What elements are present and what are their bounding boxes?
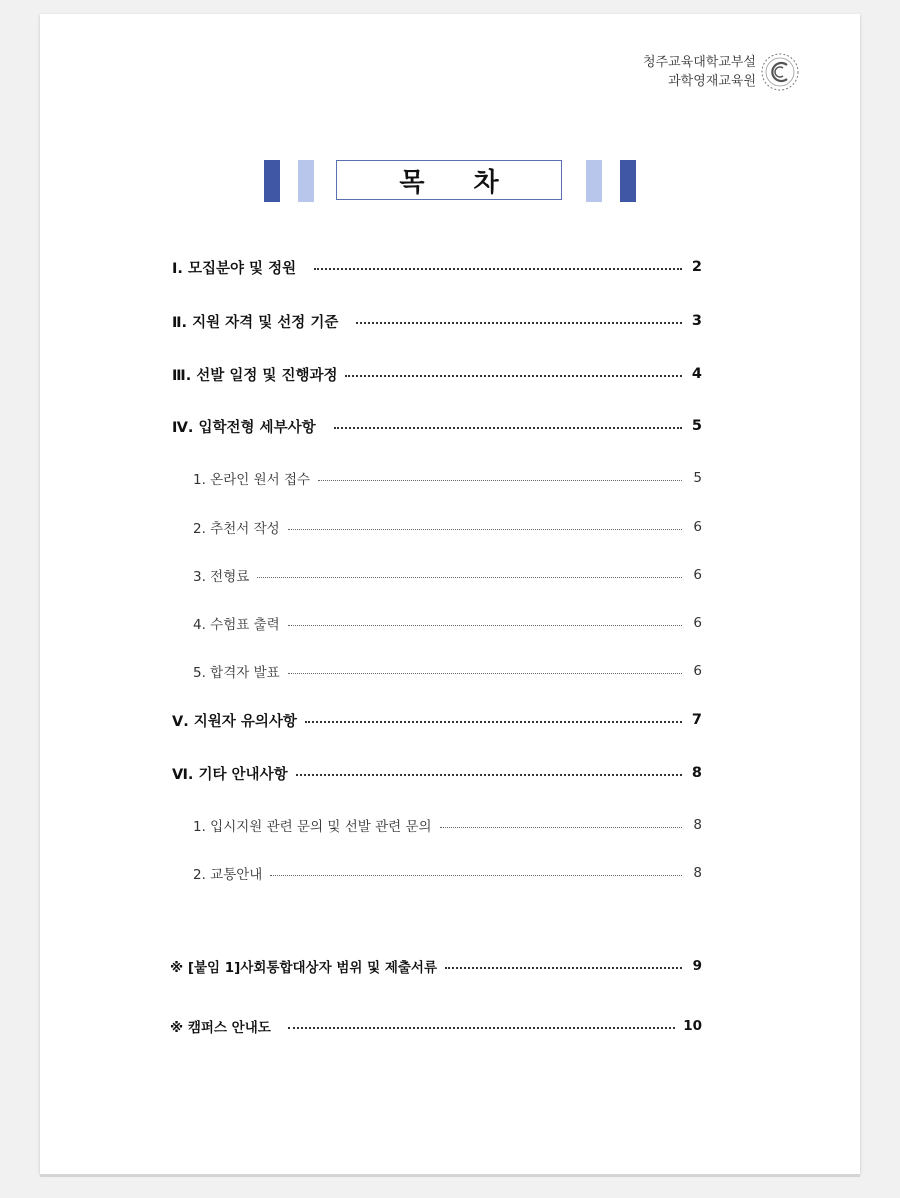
- toc-leader-dots: [345, 375, 682, 377]
- toc-leader-dots: [356, 322, 682, 324]
- toc-entry-page: 6: [693, 615, 702, 631]
- toc-subentry[interactable]: [193, 862, 702, 884]
- toc-entry[interactable]: [172, 363, 702, 385]
- toc-entry[interactable]: [172, 415, 702, 437]
- toc-entry-page: 3: [691, 313, 702, 329]
- toc-entry[interactable]: [172, 709, 702, 731]
- toc-appendix-entry[interactable]: [170, 955, 702, 977]
- toc-entry-label: Ⅳ. 입학전형 세부사항: [172, 419, 326, 436]
- toc-entry-label: 5. 합격자 발표: [193, 665, 280, 681]
- institute-seal-icon: [760, 52, 800, 92]
- page-title: 목 차: [336, 160, 562, 200]
- title-deco-left-dark: [264, 160, 280, 202]
- page-header: [643, 52, 800, 92]
- toc-entry-page: 6: [693, 519, 702, 535]
- toc-leader-dots: [334, 427, 682, 429]
- toc-leader-dots: [288, 673, 682, 674]
- toc-leader-dots: [440, 827, 682, 828]
- toc-entry-page: 9: [692, 958, 702, 974]
- toc-leader-dots: [288, 1027, 675, 1029]
- toc-leader-dots: [314, 268, 682, 270]
- toc-entry-label: Ⅲ. 선발 일정 및 진행과정: [172, 367, 338, 384]
- toc-entry-page: 6: [693, 567, 702, 583]
- toc-subentry[interactable]: [193, 814, 702, 836]
- toc-leader-dots: [445, 967, 682, 969]
- toc-appendix-entry[interactable]: [170, 1015, 702, 1037]
- toc-entry[interactable]: [172, 762, 702, 784]
- title-deco-right-dark: [620, 160, 636, 202]
- title-deco-right-light: [586, 160, 602, 202]
- toc-entry-label: 1. 입시지원 관련 문의 및 선발 관련 문의: [193, 819, 432, 835]
- toc-entry-page: 4: [691, 366, 702, 382]
- toc-entry-label: ※ 캠퍼스 안내도: [170, 1020, 281, 1036]
- toc-entry-label: 2. 교통안내: [193, 867, 263, 883]
- toc-entry-label: 2. 추천서 작성: [193, 521, 280, 537]
- toc-entry-label: Ⅵ. 기타 안내사항: [172, 766, 288, 783]
- toc-entry-label: 3. 전형료: [193, 569, 250, 585]
- toc-leader-dots: [296, 774, 682, 776]
- title-deco-left-light: [298, 160, 314, 202]
- toc-leader-dots: [305, 721, 682, 723]
- toc-subentry[interactable]: [193, 564, 702, 586]
- toc-entry-label: Ⅱ. 지원 자격 및 선정 기준: [172, 314, 349, 331]
- toc-entry[interactable]: [172, 310, 702, 332]
- toc-entry-page: 10: [683, 1018, 702, 1034]
- document-page: [40, 14, 860, 1174]
- toc-entry-label: 1. 온라인 원서 접수: [193, 472, 311, 488]
- toc-entry-page: 7: [691, 712, 702, 728]
- toc-subentry[interactable]: [193, 660, 702, 682]
- page-bottom-edge: [40, 1174, 860, 1177]
- toc-title-block: [40, 160, 860, 202]
- toc-entry-label: 4. 수험표 출력: [193, 617, 280, 633]
- toc-leader-dots: [257, 577, 682, 578]
- toc-entry-page: 2: [691, 259, 702, 275]
- toc-entry-page: 8: [691, 765, 702, 781]
- toc-entry[interactable]: [172, 256, 702, 278]
- toc-entry-page: 5: [693, 470, 702, 486]
- toc-subentry[interactable]: [193, 467, 702, 489]
- toc-entry-label: Ⅴ. 지원자 유의사항: [172, 713, 297, 730]
- toc-leader-dots: [270, 875, 682, 876]
- toc-entry-page: 8: [693, 817, 702, 833]
- institution-line-2: 과학영재교육원: [668, 74, 756, 89]
- toc-entry-label: ※ [붙임 1]사회통합대상자 범위 및 제출서류: [170, 960, 438, 976]
- toc-entry-page: 8: [693, 865, 702, 881]
- toc-entry-page: 5: [691, 418, 702, 434]
- toc-entry-page: 6: [693, 663, 702, 679]
- toc-leader-dots: [288, 625, 682, 626]
- toc-leader-dots: [318, 480, 682, 481]
- toc-subentry[interactable]: [193, 516, 702, 538]
- institution-line-1: 청주교육대학교부설: [642, 55, 756, 70]
- toc-entry-label: Ⅰ. 모집분야 및 정원: [172, 260, 307, 277]
- institution-name: [643, 53, 756, 91]
- toc-leader-dots: [288, 529, 682, 530]
- toc-subentry[interactable]: [193, 612, 702, 634]
